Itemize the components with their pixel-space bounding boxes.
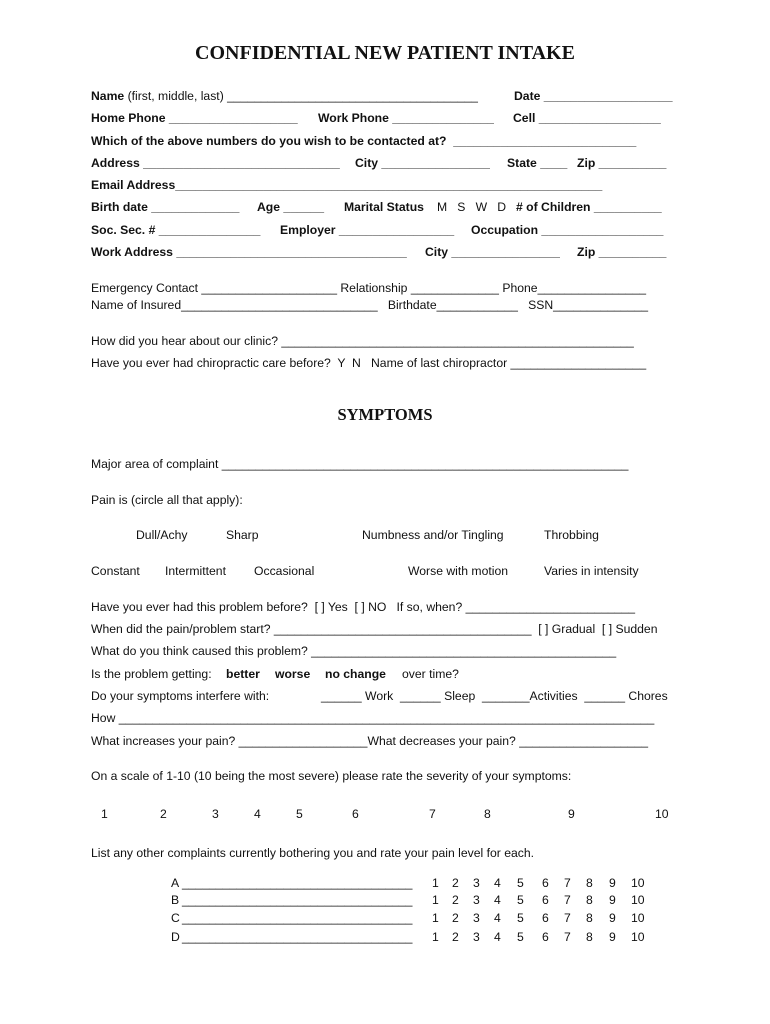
pain-modifiers-field[interactable]: What increases your pain? ___________________What decreases your pain? ___________________	[91, 734, 648, 748]
complaint-rating-option[interactable]: 4	[494, 876, 501, 890]
pain-type-option[interactable]: Numbness and/or Tingling	[362, 528, 504, 542]
complaint-rating-option[interactable]: 7	[564, 876, 571, 890]
work-phone-field[interactable]: Work Phone _______________	[318, 111, 494, 125]
interference-label: Do your symptoms interfere with:	[91, 689, 270, 703]
complaint-rating-option[interactable]: 6	[542, 876, 549, 890]
name-hint: (first, middle, last) _____________________________________	[124, 89, 478, 103]
severity-option[interactable]: 9	[568, 807, 575, 821]
complaint-rating-option[interactable]: 2	[452, 911, 459, 925]
birth-date-field[interactable]: Birth date _____________	[91, 200, 240, 214]
complaint-rating-option[interactable]: 1	[432, 893, 439, 907]
severity-option[interactable]: 4	[254, 807, 261, 821]
pain-pattern-option[interactable]: Intermittent	[165, 564, 226, 578]
complaint-letter: A	[171, 876, 180, 890]
complaint-rating-option[interactable]: 6	[542, 930, 549, 944]
marital-status-label: Marital Status	[344, 200, 424, 214]
severity-option[interactable]: 6	[352, 807, 359, 821]
complaint-rating-option[interactable]: 7	[564, 911, 571, 925]
complaint-rating-option[interactable]: 7	[564, 893, 571, 907]
complaint-rating-option[interactable]: 8	[586, 876, 593, 890]
progression-suffix: over time?	[402, 667, 459, 681]
complaint-rating-option[interactable]: 8	[586, 911, 593, 925]
insured-field[interactable]: Name of Insured_____________________________ Birthdate____________ SSN______________	[91, 298, 649, 312]
date-field[interactable]: Date ___________________	[514, 89, 673, 103]
pain-is-label: Pain is (circle all that apply):	[91, 493, 243, 507]
occupation-field[interactable]: Occupation __________________	[471, 223, 664, 237]
prior-problem-field[interactable]: Have you ever had this problem before? [ ] Yes [ ] NO If so, when? _________________________	[91, 600, 636, 614]
complaint-rating-option[interactable]: 10	[631, 911, 645, 925]
age-field[interactable]: Age ______	[257, 200, 325, 214]
complaint-rating-option[interactable]: 3	[473, 911, 480, 925]
complaint-rating-option[interactable]: 2	[452, 893, 459, 907]
complaint-rating-option[interactable]: 9	[609, 893, 616, 907]
complaint-letter: C	[171, 911, 180, 925]
complaint-rating-option[interactable]: 5	[517, 893, 524, 907]
home-phone-field[interactable]: Home Phone ___________________	[91, 111, 298, 125]
complaint-rating-option[interactable]: 3	[473, 930, 480, 944]
complaint-rating-option[interactable]: 8	[586, 893, 593, 907]
pain-pattern-option[interactable]: Varies in intensity	[544, 564, 639, 578]
children-field[interactable]: # of Children __________	[516, 200, 662, 214]
complaint-input[interactable]: __________________________________	[182, 930, 413, 944]
work-zip-field[interactable]: Zip __________	[577, 245, 667, 259]
pain-type-option[interactable]: Sharp	[226, 528, 259, 542]
progression-option-better[interactable]: better	[226, 667, 260, 681]
complaint-input[interactable]: __________________________________	[182, 911, 413, 925]
complaint-rating-option[interactable]: 4	[494, 930, 501, 944]
complaint-input[interactable]: __________________________________	[182, 893, 413, 907]
interference-options[interactable]: ______ Work ______ Sleep _______Activities ______ Chores	[321, 689, 668, 703]
marital-status-options[interactable]: M S W D	[437, 200, 507, 214]
complaint-rating-option[interactable]: 8	[586, 930, 593, 944]
contact-preference-field[interactable]: Which of the above numbers do you wish to be contacted at? ___________________________	[91, 134, 637, 148]
complaint-rating-option[interactable]: 4	[494, 893, 501, 907]
major-complaint-field[interactable]: Major area of complaint ____________________________________________________________	[91, 457, 629, 471]
pain-type-option[interactable]: Throbbing	[544, 528, 599, 542]
complaint-rating-option[interactable]: 5	[517, 876, 524, 890]
emergency-contact-field[interactable]: Emergency Contact ____________________ Relationship _____________ Phone________________	[91, 281, 647, 295]
pain-type-option[interactable]: Dull/Achy	[136, 528, 188, 542]
address-field[interactable]: Address _____________________________	[91, 156, 340, 170]
employer-field[interactable]: Employer _________________	[280, 223, 455, 237]
complaint-rating-option[interactable]: 5	[517, 930, 524, 944]
complaint-rating-option[interactable]: 2	[452, 930, 459, 944]
chiropractic-history-field[interactable]: Have you ever had chiropractic care before? Y N Name of last chiropractor ____________________	[91, 356, 647, 370]
name-label: Name	[91, 89, 125, 103]
zip-field[interactable]: Zip __________	[577, 156, 667, 170]
pain-pattern-option[interactable]: Constant	[91, 564, 140, 578]
referral-field[interactable]: How did you hear about our clinic? ____________________________________________________	[91, 334, 634, 348]
work-city-field[interactable]: City ________________	[425, 245, 560, 259]
other-complaints-label: List any other complaints currently bothering you and rate your pain level for each.	[91, 846, 535, 860]
complaint-rating-option[interactable]: 7	[564, 930, 571, 944]
how-field[interactable]: How _______________________________________________________________________________	[91, 711, 655, 725]
pain-pattern-option[interactable]: Occasional	[254, 564, 315, 578]
complaint-rating-option[interactable]: 10	[631, 930, 645, 944]
severity-option[interactable]: 3	[212, 807, 219, 821]
ssn-field[interactable]: Soc. Sec. # _______________	[91, 223, 261, 237]
complaint-input[interactable]: __________________________________	[182, 876, 413, 890]
progression-option-worse[interactable]: worse	[275, 667, 311, 681]
complaint-rating-option[interactable]: 5	[517, 911, 524, 925]
name-field[interactable]	[91, 89, 478, 104]
form-title: CONFIDENTIAL NEW PATIENT INTAKE	[195, 42, 575, 64]
email-field[interactable]: Email Address_______________________________________________________________	[91, 178, 603, 192]
complaint-rating-option[interactable]: 2	[452, 876, 459, 890]
complaint-rating-option[interactable]: 10	[631, 893, 645, 907]
complaint-rating-option[interactable]: 9	[609, 911, 616, 925]
complaint-rating-option[interactable]: 1	[432, 911, 439, 925]
complaint-letter: B	[171, 893, 180, 907]
city-field[interactable]: City ________________	[355, 156, 490, 170]
complaint-rating-option[interactable]: 9	[609, 930, 616, 944]
complaint-rating-option[interactable]: 6	[542, 911, 549, 925]
severity-option[interactable]: 10	[655, 807, 669, 821]
severity-question: On a scale of 1-10 (10 being the most severe) please rate the severity of your symptoms:	[91, 769, 572, 783]
cause-field[interactable]: What do you think caused this problem? _____________________________________________	[91, 644, 617, 658]
onset-field[interactable]: When did the pain/problem start? ______________________________________ [ ] Gradual [ ] Sudden	[91, 622, 658, 636]
symptoms-heading: SYMPTOMS	[337, 405, 433, 424]
complaint-rating-option[interactable]: 1	[432, 930, 439, 944]
complaint-letter: D	[171, 930, 180, 944]
complaint-rating-option[interactable]: 4	[494, 911, 501, 925]
complaint-rating-option[interactable]: 1	[432, 876, 439, 890]
complaint-rating-option[interactable]: 6	[542, 893, 549, 907]
state-field[interactable]: State ____	[507, 156, 568, 170]
progression-option-no-change[interactable]: no change	[325, 667, 386, 681]
pain-pattern-option[interactable]: Worse with motion	[408, 564, 509, 578]
severity-option[interactable]: 1	[101, 807, 108, 821]
progression-label: Is the problem getting:	[91, 667, 212, 681]
severity-option[interactable]: 2	[160, 807, 167, 821]
complaint-rating-option[interactable]: 9	[609, 876, 616, 890]
severity-option[interactable]: 7	[429, 807, 436, 821]
work-address-field[interactable]: Work Address __________________________________	[91, 245, 407, 259]
complaint-rating-option[interactable]: 10	[631, 876, 645, 890]
complaint-rating-option[interactable]: 3	[473, 893, 480, 907]
severity-option[interactable]: 8	[484, 807, 491, 821]
severity-option[interactable]: 5	[296, 807, 303, 821]
complaint-rating-option[interactable]: 3	[473, 876, 480, 890]
cell-field[interactable]: Cell __________________	[513, 111, 661, 125]
